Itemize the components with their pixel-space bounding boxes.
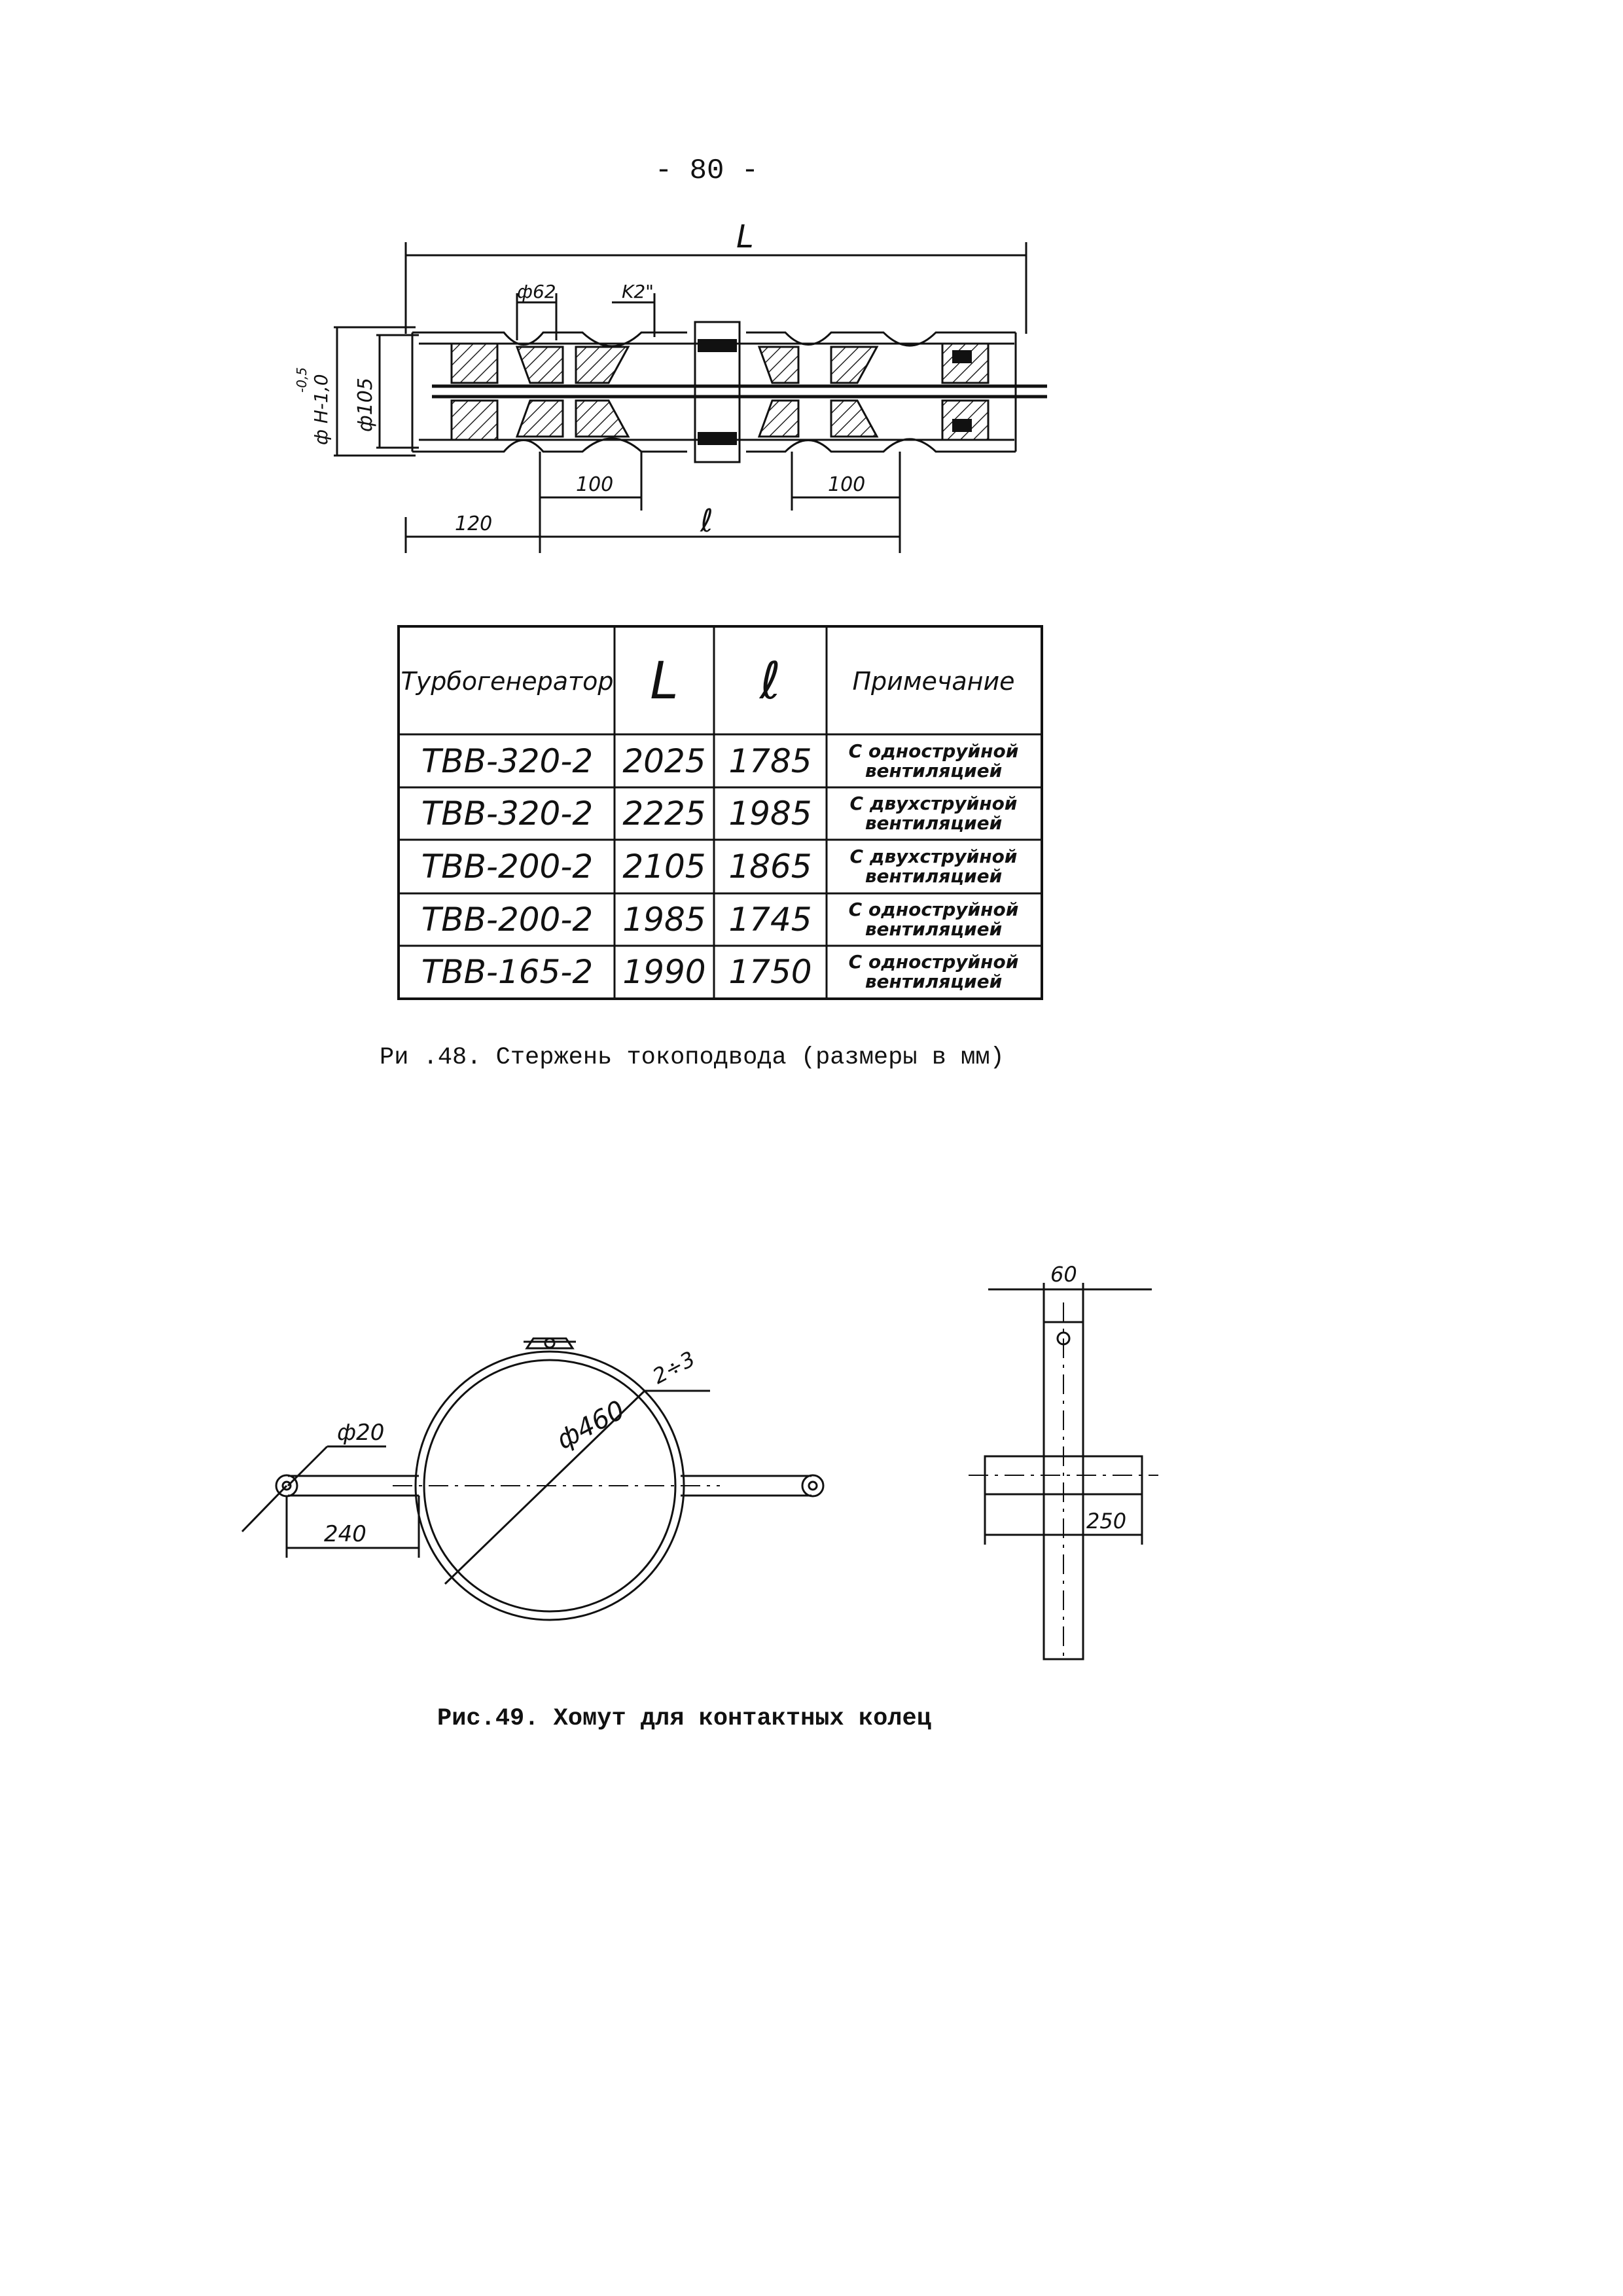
dim-thickness-label: 2÷3 bbox=[648, 1346, 700, 1390]
header-turbogenerator: Турбогенератор bbox=[401, 666, 614, 696]
dim-60-label: 60 bbox=[1050, 1262, 1077, 1287]
dim-phi460-label: ф460 bbox=[552, 1395, 630, 1456]
dim-L-label: L bbox=[736, 219, 754, 255]
cell-L: 2025 bbox=[622, 742, 706, 780]
insulation-block bbox=[452, 344, 497, 383]
cell-note bbox=[827, 840, 1041, 893]
cell-L: 1990 bbox=[622, 952, 706, 991]
cell-l: 1745 bbox=[728, 901, 812, 939]
note-line-1: С одноструйной bbox=[848, 950, 1019, 973]
cell-note bbox=[827, 734, 1041, 787]
cell-L: 2105 bbox=[622, 848, 706, 886]
dim-l-label: ℓ bbox=[700, 503, 713, 539]
figure-48-caption: Ри .48. Стержень токоподвода (размеры в мм) bbox=[380, 1044, 1005, 1071]
cell-model: ТВВ-165-2 bbox=[421, 952, 594, 991]
figure-49-caption: Рис.49. Хомут для контактных колец bbox=[437, 1705, 931, 1732]
dim-100-left-label: 100 bbox=[576, 473, 614, 496]
cell-L: 2225 bbox=[622, 795, 706, 833]
dim-100-right-label: 100 bbox=[828, 473, 866, 496]
cell-note bbox=[827, 893, 1041, 946]
rod-bottom-contour-right bbox=[746, 439, 1016, 452]
note-line-1: С одноструйной bbox=[848, 740, 1019, 762]
note-line-2: вентиляцией bbox=[865, 865, 1003, 887]
cell-model: ТВВ-200-2 bbox=[421, 848, 594, 886]
figure-49-clamp-drawing bbox=[0, 1244, 1623, 1662]
note-line-1: С двухструйной bbox=[849, 846, 1018, 867]
dim-240-label: 240 bbox=[324, 1521, 366, 1547]
dim-k2-label: K2" bbox=[622, 281, 654, 302]
cell-model: ТВВ-320-2 bbox=[421, 795, 594, 833]
dim-phi62-label: ф62 bbox=[517, 281, 556, 302]
note-line-2: вентиляцией bbox=[865, 970, 1003, 992]
dim-phiH-label: ф H-1,0 bbox=[310, 374, 332, 445]
cell-l: 1985 bbox=[728, 795, 812, 833]
cell-note bbox=[827, 787, 1041, 840]
dim-120-label: 120 bbox=[455, 512, 493, 535]
cell-l: 1785 bbox=[728, 742, 812, 780]
note-line-2: вентиляцией bbox=[865, 812, 1003, 834]
dim-250-label: 250 bbox=[1086, 1509, 1127, 1534]
cell-note bbox=[827, 946, 1041, 997]
figure-48-rod-drawing bbox=[0, 0, 1623, 602]
header-L: L bbox=[650, 651, 679, 711]
header-note: Примечание bbox=[852, 666, 1015, 696]
note-line-1: С двухструйной bbox=[849, 793, 1018, 814]
dim-phi20-label: ф20 bbox=[337, 1420, 385, 1446]
note-line-1: С одноструйной bbox=[848, 899, 1019, 920]
dim-phi105-label: ф105 bbox=[354, 378, 377, 432]
cell-model: ТВВ-320-2 bbox=[421, 742, 594, 780]
cell-l: 1750 bbox=[728, 952, 812, 991]
cell-l: 1865 bbox=[728, 848, 812, 886]
dimensions-table bbox=[397, 625, 1043, 1000]
dim-phiH-tolerance: -0,5 bbox=[294, 367, 310, 393]
header-l: ℓ bbox=[759, 651, 781, 711]
note-line-2: вентиляцией bbox=[865, 918, 1003, 940]
cell-model: ТВВ-200-2 bbox=[421, 901, 594, 939]
note-line-2: вентиляцией bbox=[865, 759, 1003, 781]
page-number: - 80 - bbox=[654, 154, 759, 187]
cell-L: 1985 bbox=[622, 901, 706, 939]
